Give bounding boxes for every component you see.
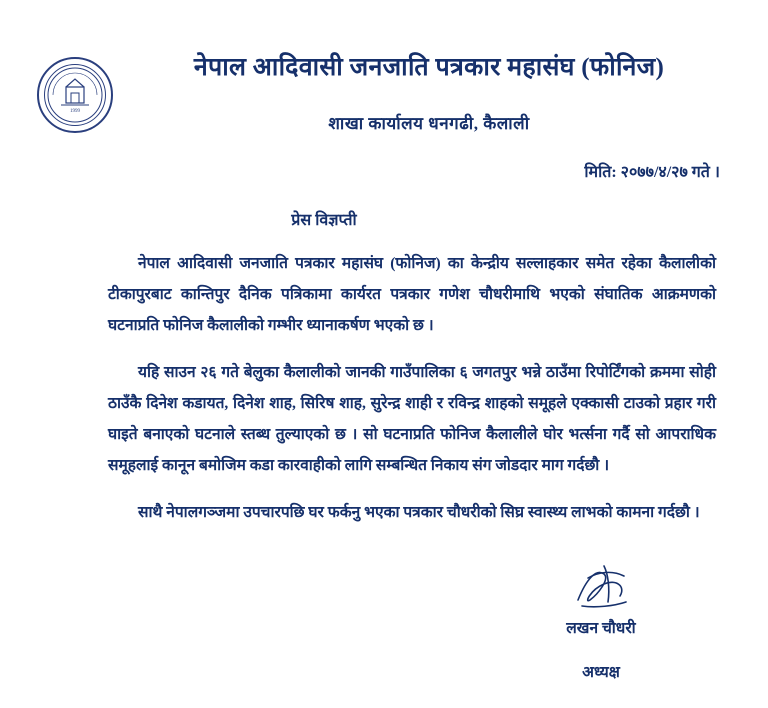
svg-text:1999: 1999 [70, 108, 80, 114]
date-line: मिति: २०७७/४/२७ गते । [584, 163, 720, 181]
signature-block [486, 560, 716, 682]
paragraph: नेपाल आदिवासी जनजाति पत्रकार महासंघ (फोनिज) का केन्द्रीय सल्लाहकार समेत रहेका कैलालीको टीकापुरबाट कान्तिपुर दैनिक पत्रिकामा कार्यरत पत्रकार गणेश चौधरीमाथि भएको संघातिक आक्रमणको घटनाप्रति फोनिज कैलालीको गम्भीर ध्यानाकर्षण भएको छ । [108, 254, 716, 334]
organization-subtitle: शाखा कार्यालय धनगढी, कैलाली [328, 113, 530, 133]
signatory-name: लखन चौधरी [566, 620, 636, 637]
organization-title: नेपाल आदिवासी जनजाति पत्रकार महासंघ (फोनिज) [193, 54, 665, 81]
paragraph: साथै नेपालगञ्जमा उपचारपछि घर फर्कनु भएका पत्रकार चौधरीको सिघ्र स्वास्थ्य लाभको कामना गर्दछौ । [138, 503, 700, 521]
press-release-heading: प्रेस विज्ञप्ती [291, 211, 357, 229]
phonij-emblem-icon [37, 57, 113, 133]
title-block [150, 52, 768, 134]
logo-container [0, 53, 150, 133]
document-header [0, 0, 768, 134]
paragraph: यहि साउन २६ गते बेलुका कैलालीको जानकी गाउँपालिका ६ जगतपुर भन्ने ठाउँमा रिपोर्टिंगको क्रममा सोही ठाउँकै दिनेश कडायत, दिनेश शाह, सिरिष शाह, सुरेन्द्र शाही र रविन्द्र शाहको समूहले एक्कासी टाउकाे प्रहार गरी घाइते बनाएको घटनाले स्तब्ध तुल्याएको छ । सो घटनाप्रति फोनिज कैलालीले घोर भर्त्सना गर्दै सो आपराधिक समूहलाई कानून बमोजिम कडा कारवाहीको लागि सम्बन्धित निकाय संग जोडदार माग गर्दछौ । [108, 363, 716, 474]
document-body [0, 248, 768, 528]
handwritten-signature [486, 560, 716, 614]
signatory-role: अध्यक्ष [582, 664, 620, 681]
